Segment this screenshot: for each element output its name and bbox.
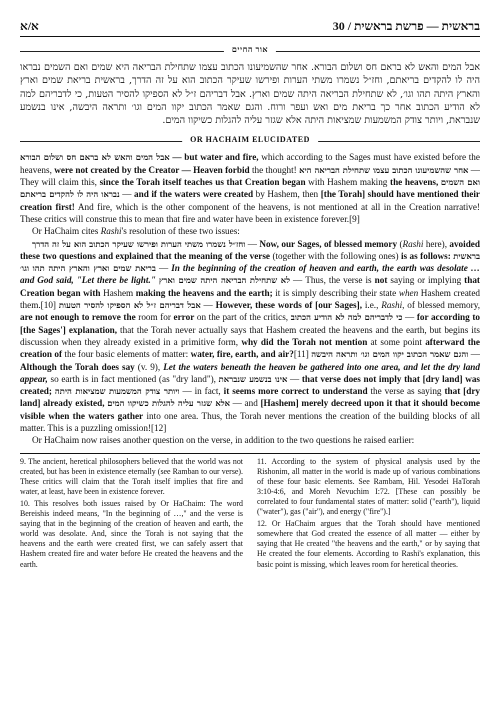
text-run: which according to the Sages must have existed before the heavens, — [20, 152, 480, 175]
text-run: so earth is in fact mentioned (as "dry land"), — [47, 373, 219, 384]
text-run: i.e., — [362, 300, 382, 311]
hebrew-quote: אינו בנשמע שנבראת — [218, 373, 288, 384]
text-run: Now, our Sages, of blessed memory — [259, 238, 398, 249]
footnotes-right-column — [257, 457, 480, 572]
text-run: since the Torah itself teaches us that Creation began — [99, 177, 306, 188]
text-run: saying or implying — [387, 275, 465, 286]
footnote: 10. This resolves both issues raised by Or HaChaim: The word Bereishis indeed means, "In the beginning of …," and the verse is saying that in the beginning of the creation of heaven and earth, the world was desolate. And, since the Torah is not saying that the heavens and the earth were created first, we can safely assert that Hashem created fire and water before He created the heavens and the earth. — [20, 498, 243, 569]
hebrew-quote: וחז״ל נשמרו משתי הערות ופירשו שעיקר הכתוב הוא על זה הדרך — [32, 238, 246, 249]
elucidation-paragraph — [20, 434, 480, 446]
text-run: Or HaChaim cites — [32, 226, 101, 237]
running-title: 30 / בראשית — פרשת בראשית — [332, 19, 480, 33]
text-run: [Hashem] merely decreed upon it that it should become visible when the waters gather — [20, 398, 481, 421]
text-run: , of blessed memory, — [402, 300, 480, 311]
text-run: (together with the following ones) — [270, 250, 401, 261]
text-run: avoided these two questions and explained that the meaning of the verse — [20, 238, 480, 261]
text-run: — in fact, — [179, 386, 224, 397]
text-run: into one area. Thus, the Torah never mentions the creation of the building blocks of all matter. This is a puzzling omission![12] — [20, 410, 480, 434]
text-run: it is simply describing their state — [272, 287, 399, 298]
text-run: — — [119, 189, 134, 200]
footnote-divider — [20, 453, 480, 454]
text-run: — They will claim this, — [20, 164, 480, 188]
hebrew-quote: בראשית בריאת שמים וארץ והארץ היתה תהו וגו׳ — [20, 250, 481, 274]
hebrew-quote: אלא שגזר עליה להגלות כשיקוו המים — [107, 398, 230, 409]
text-run: — but water and fire, — [169, 152, 259, 163]
text-run: on the part of the critics, — [194, 312, 291, 323]
text-run: at some point — [367, 336, 426, 347]
text-run: here), — [423, 238, 450, 249]
or-hachaim-label: אור החיים — [224, 45, 276, 54]
text-run: In the beginning of the creation of heaven and earth, the earth was desolate … and God said, "Let there be light." — [20, 263, 480, 286]
text-run: — — [402, 312, 417, 323]
text-run: are not enough to remove the — [20, 312, 136, 323]
hebrew-quote: כי לדבריהם למה לא הודיע הכתוב — [290, 312, 403, 323]
elucidation-body — [20, 151, 480, 446]
chapter-verse-label: א/א — [20, 19, 39, 33]
elucidation-paragraph — [20, 225, 480, 237]
hebrew-quote: ויותר צודק המשמעות שמציאות היתה — [54, 386, 180, 397]
elucidation-paragraph — [20, 238, 480, 435]
text-run: for according to [the Sages'] explanation, — [20, 312, 480, 335]
text-run: water, fire, earth, and air? — [190, 349, 294, 360]
text-run: Rashi — [402, 238, 424, 249]
text-run: the four basic elements of matter: — [62, 349, 191, 360]
elucidation-paragraph — [20, 151, 480, 225]
footnote: 9. The ancient, heretical philosophers believed that the world was not created, but has been in existence eternally (see Ramban to our verse). These critics will claim that the Torah itself implies that fire and water, at least, have been in existence forever. — [20, 456, 243, 496]
text-run: is as follows: — [400, 250, 451, 261]
or-hachaim-section-header — [20, 45, 480, 59]
text-run: were not created by the Creator — Heaven forbid — [54, 164, 250, 175]
text-run: and if the waters were created — [134, 189, 254, 200]
text-run: — — [245, 238, 260, 249]
text-run: error — [173, 312, 195, 323]
text-run: room for — [135, 312, 174, 323]
text-run: — and — [230, 398, 261, 409]
text-run: — — [155, 263, 172, 274]
text-run: afterward the creation of — [20, 336, 480, 360]
hebrew-quote: והגם שאמר הכתוב יקוו המים וגו׳ ותראה היבשה — [311, 349, 469, 360]
text-run: Rashi — [100, 226, 122, 237]
hebrew-quote: אחר שהשמיעונו הכתוב עצמו שתחילת הבריאה היא — [299, 164, 469, 175]
text-run: that [dry land] already existed, — [20, 386, 481, 409]
hebrew-quote: אבל המים והאש לא בראם חס ושלום הבורא — [20, 152, 170, 163]
text-run: why did the Torah not mention — [241, 336, 368, 347]
text-run: Hashem created them.[10] — [20, 287, 480, 311]
text-run: the thought! — [249, 164, 300, 175]
hebrew-quote: אבל דבריהם ז״ל לא הספיקו להסיר הטעות — [58, 300, 201, 311]
text-run: — — [468, 349, 480, 360]
footnotes-left-column — [20, 457, 243, 572]
text-run: with Hashem making — [305, 177, 391, 188]
text-run: not — [374, 275, 388, 286]
text-run: 's resolution of these two issues: — [121, 226, 240, 237]
footnote: 11. According to the system of physical analysis used by the Rishonim, all matter in the world is made up of various combinations of these four basic elements. See Rambam, Hil. Yesodei HaTorah 3:10-4:6, and Moreh Nevuchim I:72. [These can possibly be correlated to four fundamental states of matter: solid ("earth"), liquid ("water"), gas ("air"), and energy ("fire").] — [257, 456, 480, 517]
footnotes — [20, 457, 480, 572]
text-run: However, these words of [our Sages], — [215, 300, 362, 311]
text-run: that Creation began with — [20, 275, 480, 298]
hebrew-commentary-text: אבל המים והאש לא בראם חס ושלום הבורא. אחר שהשמיעונו הכתוב עצמו שתחילת הבריאה היא שמים ואם השמים נבראו היה לו להקדים בריאתם, וחז״ל נשמרו משתי הערות ופירשו שעיקר הכתוב הוא על זה הדרך, בראשית בריאת שמים וארץ והארץ היתה תהו וגו׳, לא שתחילת הבריאה היתה שמים וארץ. אבל דבריהם ז״ל לא הספיקו להסיר הטעות, כי לדבריהם למה לא הודיע הכתוב אחר כך בריאת מים ואש ועפר ורוח. והגם שאמר הכתוב יקוו המים וגו׳ ותראה היבשה, אינו בנשמע שנבראת, ויותר צודק המשמעות שמציאות היתה אלא שגזר עליה להגלות כשיקוו המים. — [20, 62, 481, 127]
text-run: making the heavens and the earth; — [135, 287, 273, 298]
text-run: Or HaChaim now raises another question on the verse, in addition to the two questions he raised earlier: — [32, 435, 415, 446]
text-run: Hashem — [100, 287, 136, 298]
text-run: by Hashem, then — [253, 189, 321, 200]
text-run: [11] — [293, 349, 312, 360]
text-run: Rashi — [381, 300, 403, 311]
text-run: And fire, which is the other component of the heavens, is not mentioned at all in the Creation narrative! These critics will construe this to mean that fire and water have been in existence forever.[9] — [20, 201, 480, 224]
text-run: Although the Torah does say — [20, 361, 135, 372]
hebrew-quote: ואם השמים נבראו היה לו להקדים בריאתם — [20, 177, 481, 200]
text-run: ( — [397, 238, 403, 249]
running-header — [20, 14, 480, 37]
text-run: — — [287, 373, 302, 384]
text-run: — — [200, 300, 216, 311]
text-run: when — [398, 287, 419, 298]
text-run: the verse as saying — [367, 386, 445, 397]
text-run: that verse does not imply that [dry land] was created; — [20, 373, 481, 397]
elucidated-label: OR HACHAIM ELUCIDATED — [182, 135, 318, 144]
hebrew-quote: לא שתחילת הבריאה היתה שמים וארץ — [158, 275, 291, 286]
text-run: — Thus, the verse is — [290, 275, 375, 286]
text-run: (v. 9), — [134, 361, 164, 372]
text-run: [the Torah] should have mentioned their creation first! — [20, 189, 480, 212]
footnote: 12. Or HaChaim argues that the Torah should have mentioned somewhere that God created the essence of all matter — either by saying that He created "the heavens and the earth," or by saying that He created the four elements. According to Rashi's explanation, this basic point is missing, which leaves room for heretical theories. — [257, 519, 480, 569]
text-run: it seems more correct to understand — [223, 386, 368, 397]
text-run: that the Torah never actually says that Hashem created the heavens and the earth, but begins its discussion when they already existed in a primitive form, — [20, 324, 480, 347]
text-run: the heavens, — [390, 177, 439, 188]
text-run: Let the waters beneath the heaven be gathered into one area, and let the dry land appear, — [20, 361, 480, 384]
elucidated-section-header — [20, 135, 480, 149]
